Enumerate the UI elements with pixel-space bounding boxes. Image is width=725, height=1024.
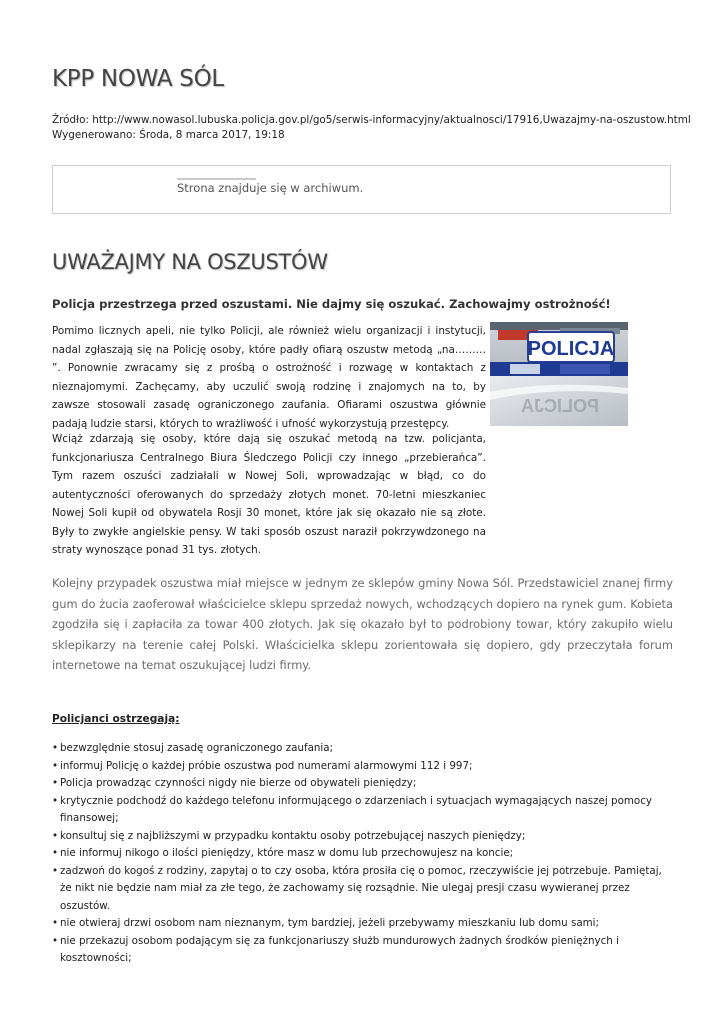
list-item: • zadzwoń do kogoś z rodziny, zapytaj o to czy osoba, która prosiła cię o pomoc, rzeczywiście jej potrzebuje. Pamiętaj, że nikt nie będzie nam miał za złe tego, że zachowamy się rozsądnie. Nie ulegaj presji czasu wywieranej przez oszustów. — [52, 863, 673, 916]
warnings-heading: Policjanci ostrzegają: — [52, 713, 180, 725]
list-item: • bezwzględnie stosuj zasadę ograniczonego zaufania; — [52, 740, 673, 758]
article-lead: Policja przestrzega przed oszustami. Nie dajmy się oszukać. Zachowajmy ostrożność! — [52, 297, 611, 311]
police-car-photo — [490, 322, 628, 426]
list-item: • nie otwieraj drzwi osobom nam nieznanym, tym bardziej, jeżeli przebywamy mieszkaniu lub domu sami; — [52, 915, 673, 933]
warnings-list — [52, 740, 673, 968]
archive-notice-box — [52, 165, 671, 214]
article-title: UWAŻAJMY NA OSZUSTÓW — [52, 250, 328, 274]
list-item: • nie przekazuj osobom podającym się za funkcjonariuszy służb mundurowych żadnych środków pieniężnych i kosztowności; — [52, 933, 673, 968]
list-item: • krytycznie podchodź do każdego telefonu informującego o zdarzeniach i sytuacjach wymagających naszej pomocy finansowej; — [52, 793, 673, 828]
list-item: • Policja prowadząc czynności nigdy nie bierze od obywateli pieniędzy; — [52, 775, 673, 793]
archive-divider — [177, 178, 256, 180]
source-line: Źródło: http://www.nowasol.lubuska.policja.gov.pl/go5/serwis-informacyjny/aktualnosci/17916,Uwazajmy-na-oszustow.html — [52, 114, 691, 126]
list-item: • nie informuj nikogo o ilości pieniędzy, które masz w domu lub przechowujesz na koncie; — [52, 845, 673, 863]
archive-notice: Strona znajduje się w archiwum. — [177, 181, 364, 195]
site-title: KPP NOWA SÓL — [52, 66, 224, 92]
article-paragraph-1: Pomimo licznych apeli, nie tylko Policji, ale również wielu organizacji i instytucji, nadal zgłaszają się na Policję osoby, które padły ofiarą oszustw metodą „na……… ”. Ponownie zwracamy się z prośbą o ostrożność i rozwagę w kontaktach z nieznajomymi. Zachęcamy, aby uczulić swoją rodzinę i znajomych na to, by zawsze stosowali zasadę ograniczonego zaufania. Ofiarami oszustwa głównie padają ludzie starsi, których to wrażliwość i ufność wykorzystują przestępcy. — [52, 325, 486, 430]
list-item: • konsultuj się z najbliższymi w przypadku kontaktu osoby potrzebującej naszych pieniędzy; — [52, 828, 673, 846]
document-meta — [52, 113, 691, 143]
list-item: • informuj Policję o każdej próbie oszustwa pod numerami alarmowymi 112 i 997; — [52, 758, 673, 776]
article-paragraph-2: Wciąż zdarzają się osoby, które dają się oszukać metodą na tzw. policjanta, funkcjonariusza Centralnego Biura Śledczego Policji czy innego „przebierańca”. Tym razem oszuści zadziałali w Nowej Soli, wprowadzając w błąd, co do autentyczności oferowanych do sprzedaży złotych monet. 70-letni mieszkaniec Nowej Soli kupił od obywatela Rosji 30 monet, które jak się okazało nie są złote. Były to zwykłe angielskie pensy. W taki sposób oszust naraził pokrzywdzonego na straty wynoszące ponad 31 tys. złotych. — [52, 433, 486, 556]
photo-police-reflection: POLICJA — [520, 396, 600, 416]
photo-police-label: POLICJA — [527, 338, 615, 360]
generated-line: Wygenerowano: Środa, 8 marca 2017, 19:18 — [52, 129, 285, 141]
article-paragraph-3: Kolejny przypadek oszustwa miał miejsce w jednym ze sklepów gminy Nowa Sól. Przedstawiciel znanej firmy gum do żucia zaoferował właścicielce sklepu sprzedaż nowych, wchodzących dopiero na rynek gum. Kobieta zgodziła się i zapłaciła za towar 400 złotych. Jak się okazało był to podrobiony towar, który zakupiło wielu sklepikarzy na terenie całej Polski. Właścicielka sklepu zorientowała się dopiero, gdy przeczytała forum internetowe na temat oszukującej ludzi firmy. — [52, 576, 673, 672]
